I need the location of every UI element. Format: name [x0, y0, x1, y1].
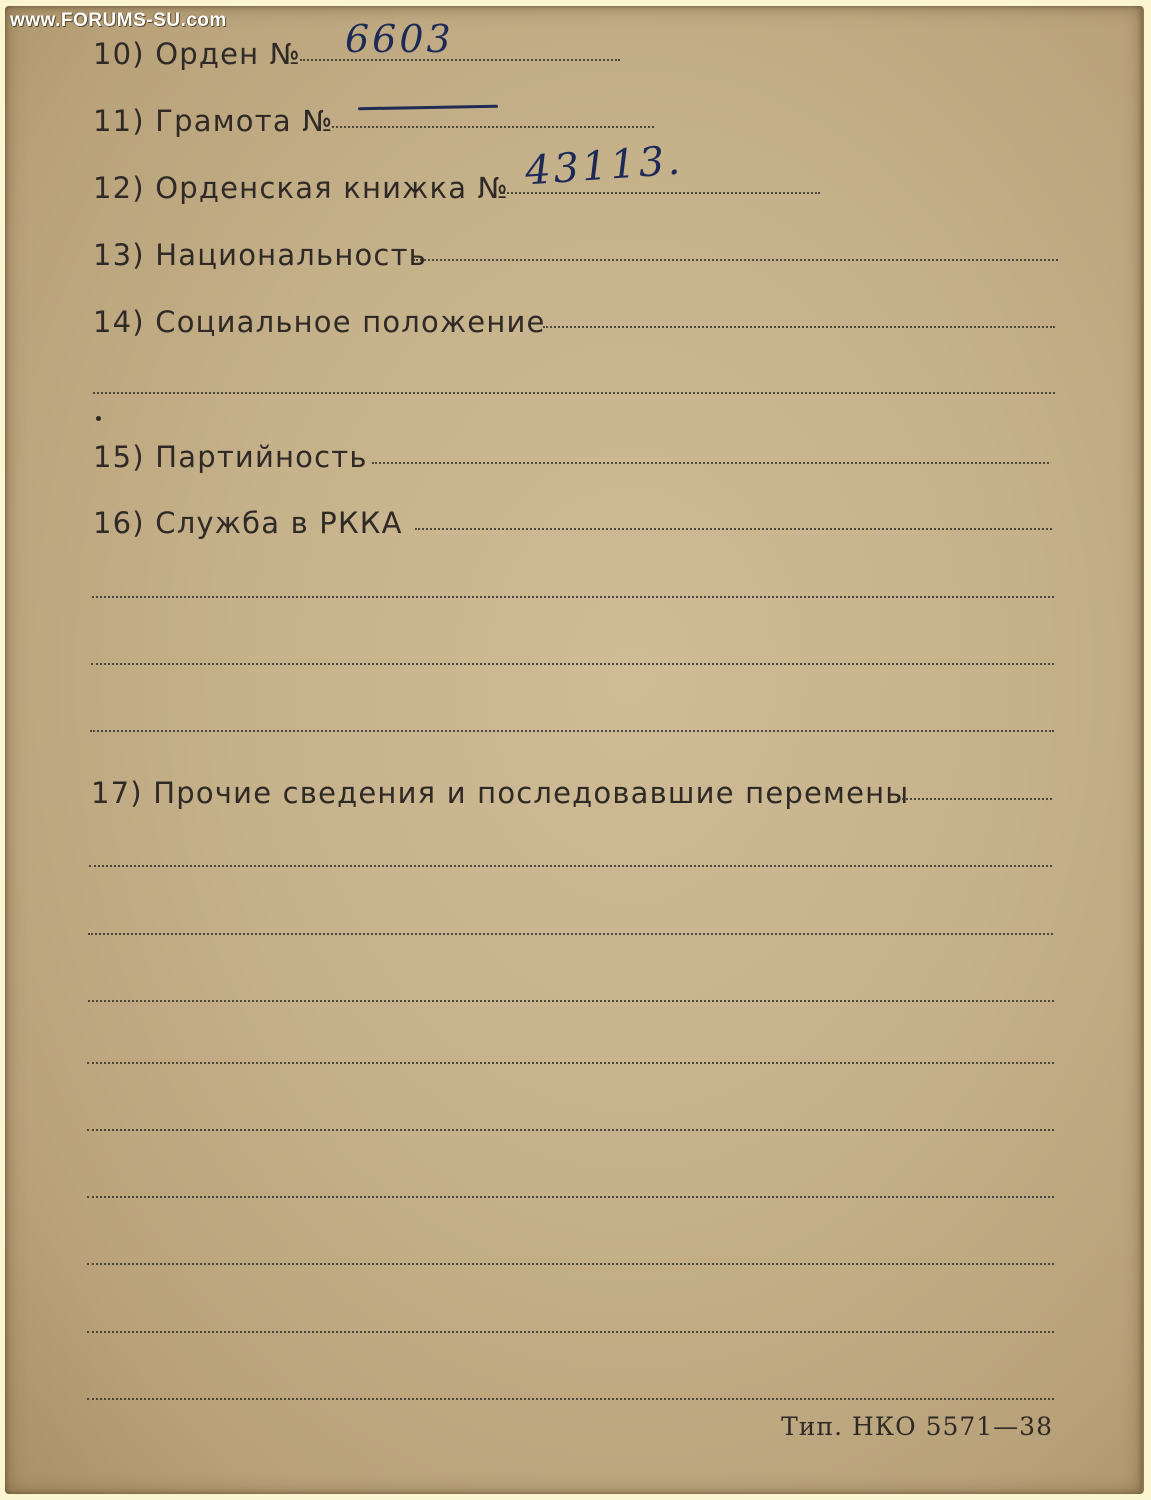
field-16-label — [93, 506, 403, 540]
field-14-rule — [543, 326, 1055, 328]
field-16-rule-2 — [92, 596, 1054, 598]
field-11-rule — [332, 126, 654, 128]
field-13-rule — [413, 259, 1058, 261]
field-17-rule-3 — [88, 933, 1053, 935]
field-14-number: 14) — [93, 305, 145, 339]
field-17-rule-6 — [87, 1129, 1054, 1131]
field-12-number: 12) — [93, 171, 145, 205]
field-15-label — [93, 440, 368, 474]
field-13-number: 13) — [93, 238, 145, 272]
field-17-number: 17) — [91, 776, 143, 810]
field-16-number: 16) — [93, 506, 145, 540]
field-15-rule — [372, 462, 1049, 464]
field-17-text: Прочие сведения и последовавшие перемены — [153, 776, 910, 810]
field-16-rule-4 — [90, 730, 1054, 732]
field-10-value: 6603 — [345, 17, 454, 61]
field-13-label — [93, 238, 427, 272]
site-watermark: www.FORUMS-SU.com — [10, 10, 227, 31]
field-11-number: 11) — [93, 104, 145, 138]
field-17-rule-5 — [87, 1062, 1054, 1064]
field-16-rule-3 — [91, 663, 1054, 665]
field-10-text: Орден № — [155, 37, 302, 71]
form-sheet — [5, 6, 1144, 1494]
field-16-text: Служба в РККА — [155, 506, 403, 540]
field-11-value-stroke — [358, 105, 498, 110]
field-12-label — [93, 171, 509, 205]
field-14-label — [93, 305, 546, 339]
field-17-rule-8 — [87, 1263, 1054, 1265]
field-17-rule-2 — [89, 865, 1052, 867]
field-11-label — [93, 104, 334, 138]
field-15-text: Партийность — [155, 440, 368, 474]
field-10-number: 10) — [93, 37, 145, 71]
field-17-label — [91, 776, 910, 810]
field-13-text: Национальность — [155, 238, 427, 272]
field-14-text: Социальное положение — [155, 305, 546, 339]
field-17-rule-10 — [87, 1398, 1054, 1400]
field-12-text: Орденская книжка № — [155, 171, 509, 205]
printer-imprint: Тип. НКО 5571—38 — [781, 1412, 1053, 1441]
ink-speck — [96, 416, 101, 421]
field-17-rule-9 — [87, 1331, 1054, 1333]
field-17-rule — [897, 798, 1052, 800]
field-14-rule-2 — [93, 392, 1055, 394]
field-16-rule — [415, 528, 1052, 530]
field-17-rule-7 — [87, 1196, 1054, 1198]
field-11-text: Грамота № — [155, 104, 334, 138]
field-15-number: 15) — [93, 440, 145, 474]
field-17-rule-4 — [88, 1000, 1054, 1002]
field-10-label — [93, 37, 302, 71]
field-12-value: 43113. — [523, 137, 685, 195]
